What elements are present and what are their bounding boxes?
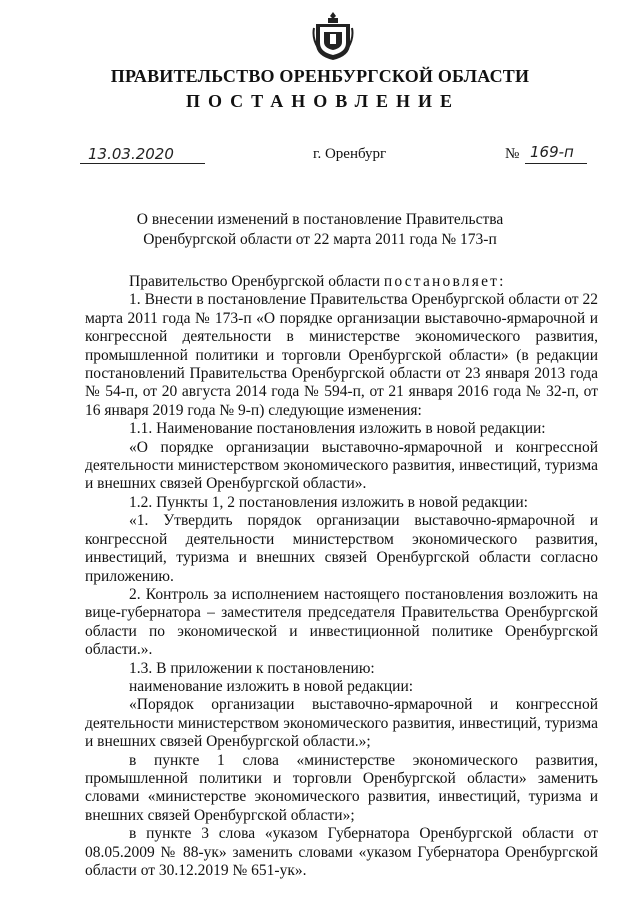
paragraph-new-order-name: «Порядок организации выставочно-ярмарочной и конгрессной деятельности министерством экономического развития, инвестиций, туризма и внешних связей Оренбургской области.»;: [85, 696, 598, 751]
document-city: г. Оренбург: [313, 146, 387, 162]
document-body: [85, 273, 598, 880]
title-line-1: О внесении изменений в постановление Правительства: [136, 211, 504, 228]
government-name: ПРАВИТЕЛЬСТВО ОРЕНБУРГСКОЙ ОБЛАСТИ: [110, 66, 530, 86]
paragraph-1: 1. Внести в постановление Правительства Оренбургской области от 22 марта 2011 года № 173-п «О порядке организации выставочно-ярмарочной и конгрессной деятельности в министерстве экономического развития, промышленной политики и торговли Оренбургской области» (в редакции постановлений Правительства Оренбургской области от 23 января 2013 года № 54-п, от 20 августа 2014 года № 594-п, от 21 января 2016 года № 32-п, от 16 января 2019 года № 9-п) следующие изменения:: [85, 291, 598, 419]
document-number: 169-п: [530, 143, 574, 161]
paragraph-1-3: 1.3. В приложении к постановлению:: [129, 659, 375, 677]
intro-prefix: Правительство Оренбургской области: [129, 273, 384, 290]
number-label: №: [505, 146, 520, 162]
intro-verb: постановляет: [383, 273, 500, 290]
intro-paragraph: [85, 273, 598, 291]
number-underline: [525, 163, 587, 164]
paragraph-name-change: наименование изложить в новой редакции:: [129, 677, 414, 695]
paragraph-1-2: 1.2. Пункты 1, 2 постановления изложить в новой редакции:: [129, 493, 528, 511]
intro-suffix: :: [499, 273, 504, 290]
paragraph-1-1: 1.1. Наименование постановления изложить в новой редакции:: [129, 420, 546, 438]
paragraph-item-3: в пункте 3 слова «указом Губернатора Оренбургской области от 08.05.2009 № 88-ук» заменить словами «указом Губернатора Оренбургской области от 30.12.2019 № 651-ук».: [85, 825, 598, 879]
paragraph-point-1: «1. Утвердить порядок организации выставочно-ярмарочной и конгрессной деятельности министерством экономического развития, инвестиций, туризма и внешних связей Оренбургской области согласно приложению.: [85, 512, 598, 585]
document-date: 13.03.2020: [88, 145, 174, 163]
document-title: [0, 210, 640, 250]
paragraph-item-1: в пункте 1 слова «министерстве экономического развития, промышленной политики и торговли Оренбургской области» заменить словами «министерстве экономического развития, инвестиций, туризма и внешних связей Оренбургской области»;: [85, 751, 598, 824]
document-type: ПОСТАНОВЛЕНИЕ: [185, 91, 461, 111]
paragraph-point-2: 2. Контроль за исполнением настоящего постановления возложить на вице-губернатора – заместителя председателя Правительства Оренбургской области по экономической и инвестиционной политике Оренбургской области.».: [85, 585, 598, 659]
coat-of-arms-emblem: [312, 10, 354, 62]
title-line-2: Оренбургской области от 22 марта 2011 года № 173-п: [143, 231, 497, 248]
paragraph-new-name: «О порядке организации выставочно-ярмарочной и конгрессной деятельности министерством экономического развития, инвестиций, туризма и внешних связей Оренбургской области».: [85, 438, 598, 493]
date-underline: [80, 163, 205, 164]
